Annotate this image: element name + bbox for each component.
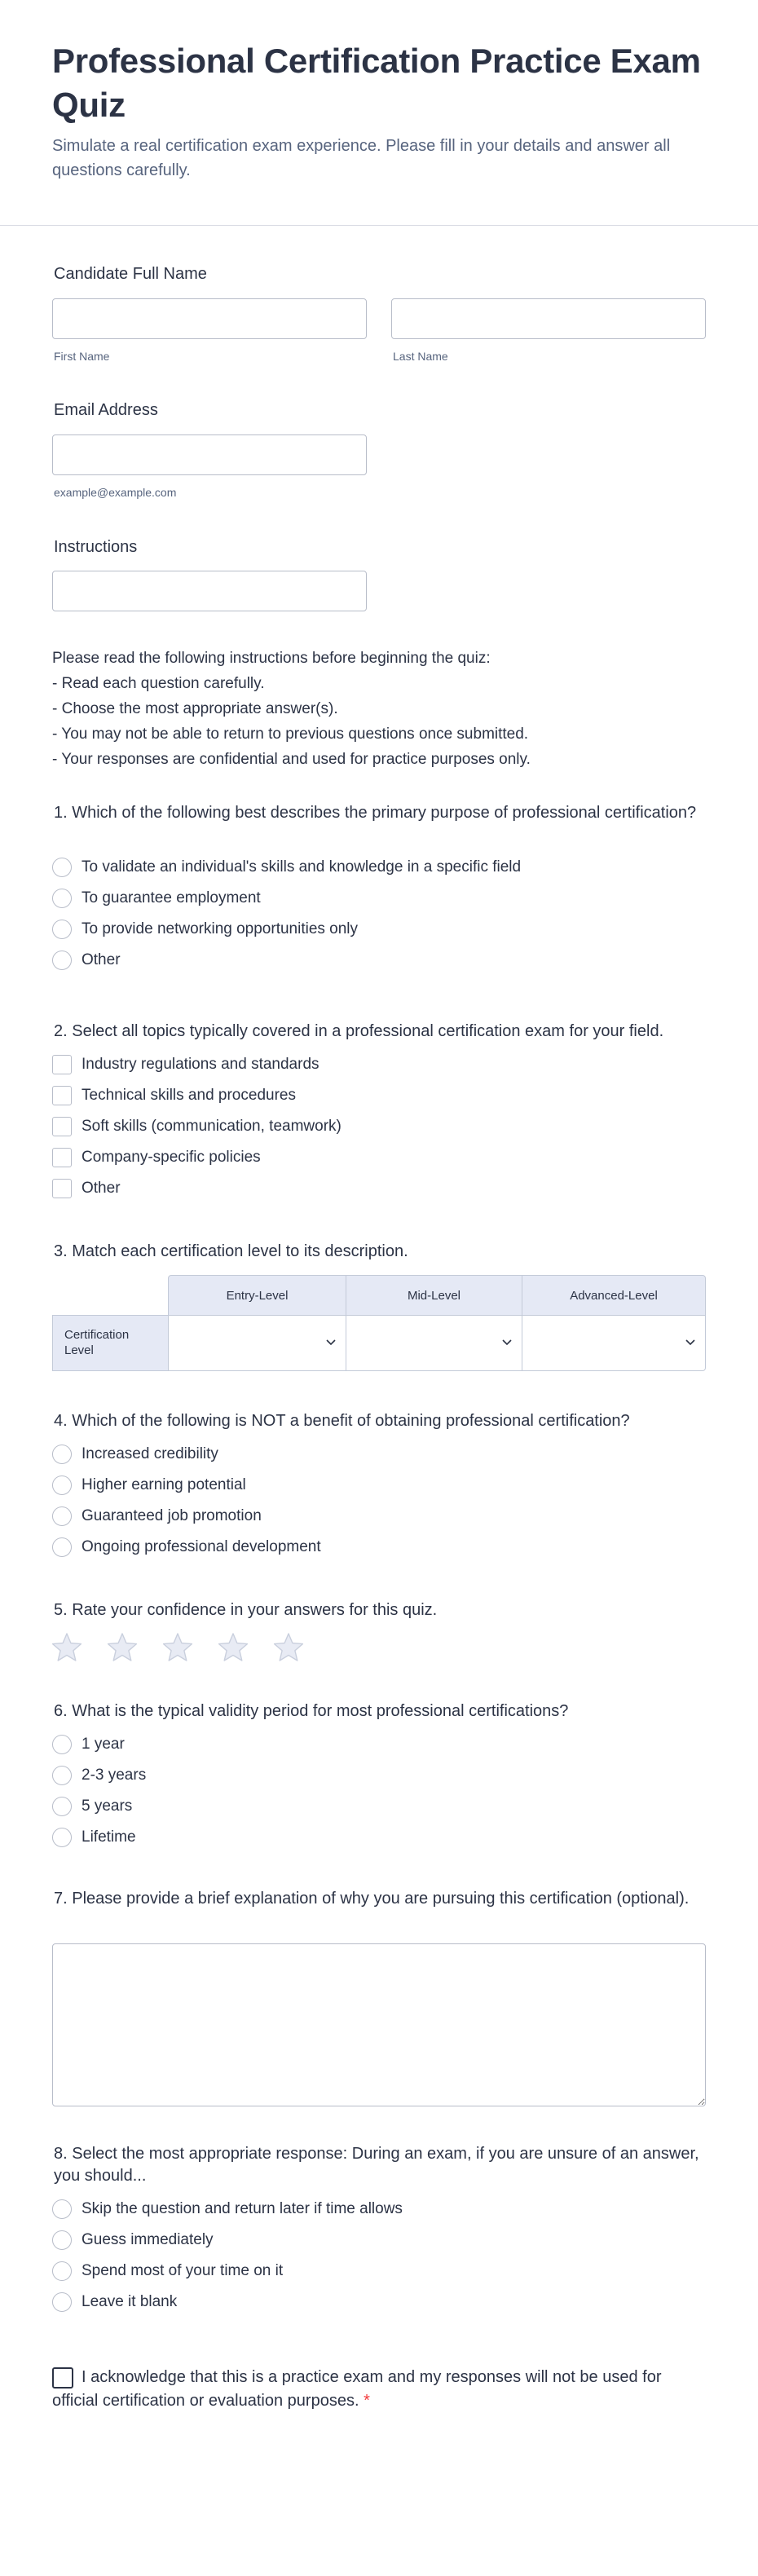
required-mark: * [364,2392,370,2410]
matrix-dropdown-mid[interactable] [346,1315,522,1371]
radio-button[interactable] [52,951,72,970]
q2-option-label: Company-specific policies [82,1149,261,1166]
q1-option-label: Other [82,951,121,968]
radio-button[interactable] [52,2292,72,2312]
q4-question: 4. Which of the following is NOT a benefit of obtaining professional certification? [54,1412,630,1430]
q8-option[interactable] [52,2199,672,2219]
star-icon[interactable] [272,1632,305,1663]
q8-option[interactable] [52,2292,672,2312]
matrix-dropdown-entry[interactable] [168,1315,346,1371]
header-divider [0,225,758,226]
q4-option-label: Higher earning potential [82,1476,246,1493]
acknowledgement-text [52,2366,672,2413]
radio-button[interactable] [52,1828,72,1847]
q7-question: 7. Please provide a brief explanation of why you are pursuing this certification (optional). [54,1890,690,1908]
q2-option[interactable] [52,1179,672,1198]
matrix-row-header: Certification Level [52,1315,169,1371]
q2-option-label: Soft skills (communication, teamwork) [82,1118,342,1135]
radio-button[interactable] [52,889,72,908]
q6-option-label: Lifetime [82,1828,136,1846]
email-label: Email Address [54,401,158,419]
radio-button[interactable] [52,920,72,939]
q1-option[interactable] [52,920,672,939]
q1-option[interactable] [52,951,672,970]
q3-question: 3. Match each certification level to its description. [54,1242,408,1260]
q6-option[interactable] [52,1797,378,1816]
matrix-column-header: Mid-Level [346,1275,522,1316]
q6-question: 6. What is the typical validity period for most professional certifications? [54,1702,569,1720]
q1-option-label: To guarantee employment [82,889,261,906]
star-rating [51,1632,305,1663]
q2-question: 2. Select all topics typically covered in a professional certification exam for your field. [54,1022,664,1040]
form-subtitle: Simulate a real certification exam experience. Please fill in your details and answer all questions carefully. [52,137,671,179]
email-sublabel: example@example.com [54,486,177,499]
acknowledgement-label: I acknowledge that this is a practice exam and my responses will not be used for official certification or evaluation purposes. [52,2368,662,2410]
form-title: Professional Certification Practice Exam Quiz [52,42,701,124]
chevron-down-icon [685,1335,695,1348]
radio-button[interactable] [52,2261,72,2281]
q2-option[interactable] [52,1055,672,1074]
instructions-input[interactable] [52,571,367,611]
checkbox[interactable] [52,1086,72,1105]
radio-button[interactable] [52,2230,72,2250]
radio-button[interactable] [52,1445,72,1464]
q8-option-label: Guess immediately [82,2231,214,2248]
q4-option-label: Increased credibility [82,1445,218,1462]
q4-option[interactable] [52,1506,672,1526]
q1-question: 1. Which of the following best describes the primary purpose of professional certification? [54,804,697,822]
q8-option-label: Spend most of your time on it [82,2262,284,2279]
q4-option-label: Guaranteed job promotion [82,1507,262,1524]
q4-option-label: Ongoing professional development [82,1538,321,1555]
star-icon[interactable] [161,1632,194,1663]
q6-option[interactable] [52,1766,378,1785]
q2-option-label: Technical skills and procedures [82,1087,296,1104]
q5-question: 5. Rate your confidence in your answers for this quiz. [54,1601,438,1619]
q6-option[interactable] [52,1828,378,1847]
q4-option[interactable] [52,1475,672,1495]
q6-option-label: 2-3 years [82,1767,147,1784]
radio-button[interactable] [52,1797,72,1816]
q8-option[interactable] [52,2230,672,2250]
radio-button[interactable] [52,1766,72,1785]
chevron-down-icon [326,1335,336,1348]
q4-option[interactable] [52,1445,672,1464]
q2-option-label: Industry regulations and standards [82,1056,320,1073]
q8-option[interactable] [52,2261,672,2281]
q6-option-label: 1 year [82,1736,125,1753]
q8-option-label: Skip the question and return later if time allows [82,2200,403,2217]
star-icon[interactable] [217,1632,249,1663]
q1-option[interactable] [52,858,672,877]
matrix-column-header: Advanced-Level [522,1275,706,1316]
radio-button[interactable] [52,1475,72,1495]
email-input[interactable] [52,434,367,475]
q2-option[interactable] [52,1086,672,1105]
q2-option[interactable] [52,1148,672,1167]
q6-option[interactable] [52,1735,378,1754]
checkbox[interactable] [52,1148,72,1167]
first-name-input[interactable] [52,298,367,339]
instructions-label: Instructions [54,538,138,556]
checkbox[interactable] [52,1055,72,1074]
radio-button[interactable] [52,1506,72,1526]
q2-option[interactable] [52,1117,672,1136]
radio-button[interactable] [52,1735,72,1754]
q4-option[interactable] [52,1537,672,1557]
first-name-sublabel: First Name [54,350,110,363]
star-icon[interactable] [106,1632,139,1663]
radio-button[interactable] [52,2199,72,2219]
matrix-column-header: Entry-Level [168,1275,346,1316]
q1-option-label: To provide networking opportunities only [82,920,359,937]
q2-option-label: Other [82,1180,121,1197]
q1-option-label: To validate an individual's skills and knowledge in a specific field [82,858,522,876]
star-icon[interactable] [51,1632,83,1663]
q8-question: 8. Select the most appropriate response: During an exam, if you are unsure of an answer, you should... [54,2145,699,2185]
checkbox[interactable] [52,1179,72,1198]
q1-option[interactable] [52,889,672,908]
explanation-textarea[interactable] [52,1943,706,2106]
last-name-sublabel: Last Name [393,350,448,363]
q6-option-label: 5 years [82,1797,133,1815]
matrix-dropdown-advanced[interactable] [522,1315,706,1371]
instructions-text: Please read the following instructions before beginning the quiz: - Read each question carefully. - Choose the most appropriate answer(s). - You may not be able to return to previous questions once submitted. - Your responses are confidential and used for practice purposes only. [52,650,531,768]
checkbox[interactable] [52,1117,72,1136]
full-name-label: Candidate Full Name [54,265,207,283]
radio-button[interactable] [52,1537,72,1557]
chevron-down-icon [502,1335,512,1348]
radio-button[interactable] [52,858,72,877]
q8-option-label: Leave it blank [82,2293,178,2310]
last-name-input[interactable] [391,298,706,339]
